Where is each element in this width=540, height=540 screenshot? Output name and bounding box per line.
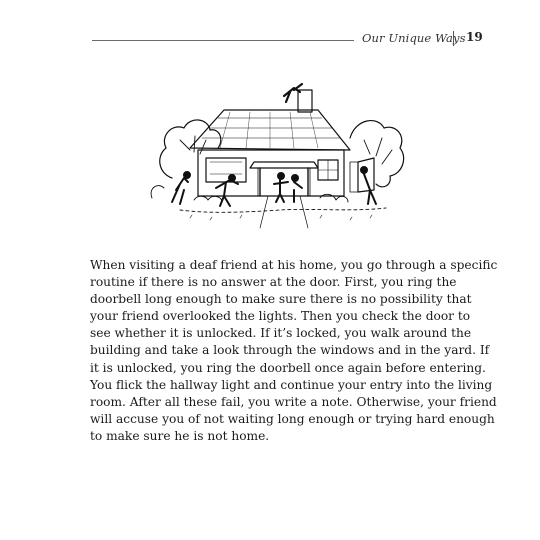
house-sketch-illustration (150, 78, 410, 248)
body-line: will accuse you of not waiting long enough or trying hard enough (90, 411, 495, 426)
body-line: doorbell long enough to make sure there is no possibility that (90, 292, 472, 307)
person-on-roof (284, 84, 302, 102)
right-tree-branches (364, 138, 392, 164)
section-title: Our Unique Ways (362, 31, 466, 45)
left-window (206, 158, 246, 182)
grass-ticks (190, 215, 372, 220)
header-separator (453, 31, 454, 46)
chimney (298, 90, 312, 112)
page-number: 19 (466, 30, 483, 44)
ground-line (180, 208, 386, 212)
body-line: building and take a look through the windows and in the yard. If (90, 343, 490, 358)
body-line: to make sure he is not home. (90, 428, 270, 443)
porch-roof (250, 162, 318, 168)
header-rule (92, 40, 354, 41)
left-tree (160, 120, 221, 178)
body-line: routine if there is no answer at the door. First, you ring the (90, 275, 457, 290)
body-line: it is unlocked, you ring the doorbell once again before entering. (90, 360, 486, 375)
body-line: see whether it is unlocked. If it’s locked, you walk around the (90, 326, 472, 341)
body-line: You flick the hallway light and continue your entry into the living (90, 377, 493, 392)
body-paragraph (90, 257, 498, 445)
body-line: your friend overlooked the lights. Then you check the door to (90, 309, 471, 324)
roof-lines (220, 112, 318, 148)
house-wall (198, 150, 344, 196)
far-left-bush (151, 186, 164, 198)
roof-shingles (202, 118, 340, 138)
body-line: room. After all these fail, you write a note. Otherwise, your friend (90, 394, 497, 409)
body-line: When visiting a deaf friend at his home, you go through a specific (90, 258, 498, 272)
side-door (358, 158, 374, 192)
people-figures (172, 167, 376, 206)
